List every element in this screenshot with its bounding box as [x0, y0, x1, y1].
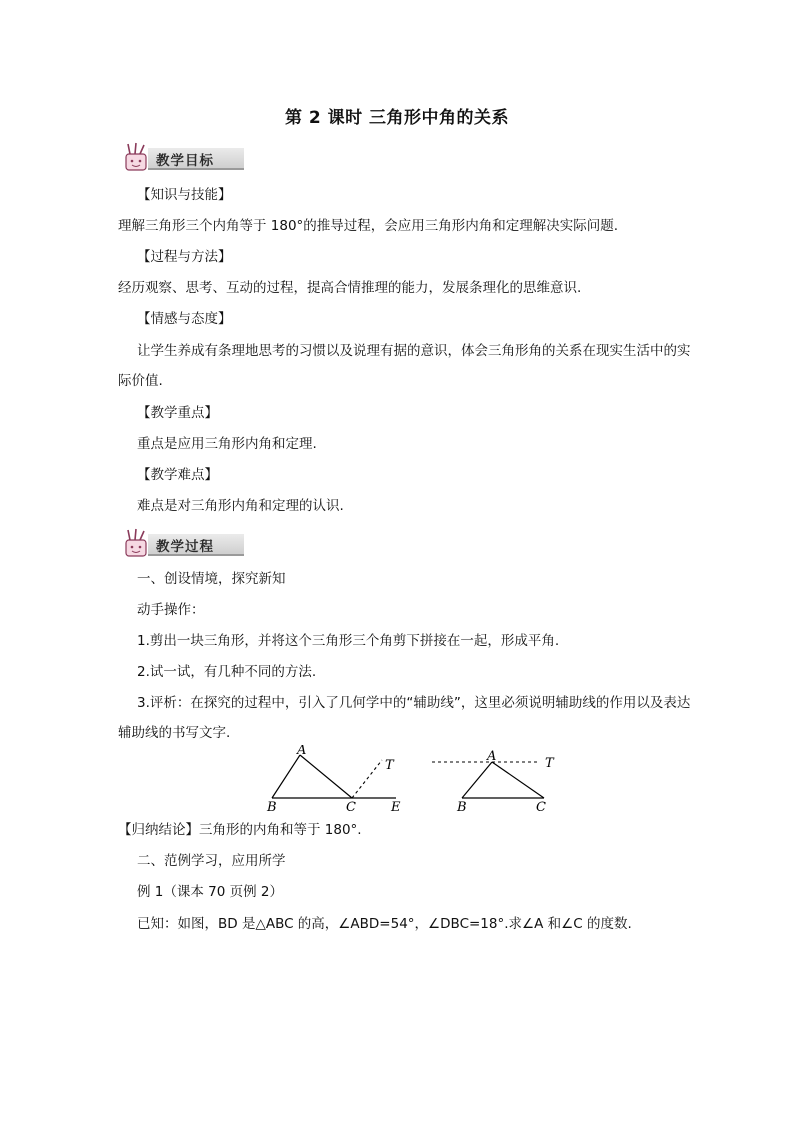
- conclusion: 【归纳结论】三角形的内角和等于 180°.: [118, 822, 362, 838]
- emotion-body: 让学生养成有条理地思考的习惯以及说理有据的意识，体会三角形角的关系在现实生活中的实际价值.: [118, 343, 691, 389]
- key-heading: 【教学重点】: [137, 405, 218, 421]
- knowledge-heading: 【知识与技能】: [137, 187, 232, 203]
- difficulty-body: 难点是对三角形内角和定理的认识.: [137, 498, 344, 514]
- banner-label: 教学过程: [156, 539, 214, 555]
- section-banner-objectives: [118, 142, 246, 172]
- process-body: 经历观察、思考、互动的过程，提高合情推理的能力，发展条理化的思维意识.: [118, 280, 582, 296]
- page-title: 第 2 课时 三角形中角的关系: [284, 108, 510, 128]
- auxiliary-line-ct: [352, 760, 382, 798]
- triangle-figures: [260, 745, 590, 817]
- pencil-cup-icon: [118, 528, 158, 560]
- label-a: A: [297, 745, 307, 758]
- label-c: C: [346, 800, 356, 815]
- label-b: B: [457, 800, 467, 815]
- key-body: 重点是应用三角形内角和定理.: [137, 436, 317, 452]
- step-2: 2.试一试，有几种不同的方法.: [137, 664, 317, 680]
- label-e: E: [391, 800, 401, 815]
- label-t: T: [545, 756, 554, 771]
- hands-on-label: 动手操作：: [137, 602, 205, 618]
- label-t: T: [385, 758, 394, 773]
- banner-label: 教学目标: [156, 153, 214, 169]
- emotion-heading: 【情感与态度】: [137, 311, 232, 327]
- section2-heading: 二、范例学习，应用所学: [137, 853, 286, 869]
- left-triangle-figure: [266, 745, 401, 815]
- process-heading: 【过程与方法】: [137, 249, 232, 265]
- step-3: 3.评析：在探究的过程中，引入了几何学中的“辅助线”，这里必须说明辅助线的作用以及表达辅助线的书写文字.: [118, 695, 691, 741]
- right-triangle-figure: [432, 749, 555, 815]
- section-banner-process: [118, 528, 246, 558]
- segment-ac: [300, 755, 352, 798]
- pencil-cup-icon: [118, 142, 158, 174]
- segment-ab: [272, 755, 300, 798]
- label-b: B: [267, 800, 277, 815]
- segment-ab: [462, 762, 492, 798]
- step-1: 1.剪出一块三角形，并将这个三角形三个角剪下拼接在一起，形成平角.: [137, 633, 560, 649]
- example-1: 例 1（课本 70 页例 2）: [137, 884, 284, 900]
- label-c: C: [536, 800, 546, 815]
- knowledge-body: 理解三角形三个内角等于 180°的推导过程，会应用三角形内角和定理解决实际问题.: [118, 218, 619, 234]
- section1-heading: 一、创设情境，探究新知: [137, 571, 286, 587]
- given-statement: 已知：如图，BD 是△ABC 的高，∠ABD=54°，∠DBC=18°.求∠A 和∠C 的度数.: [137, 916, 632, 932]
- difficulty-heading: 【教学难点】: [137, 467, 218, 483]
- label-a: A: [487, 749, 497, 764]
- segment-ac: [492, 762, 544, 798]
